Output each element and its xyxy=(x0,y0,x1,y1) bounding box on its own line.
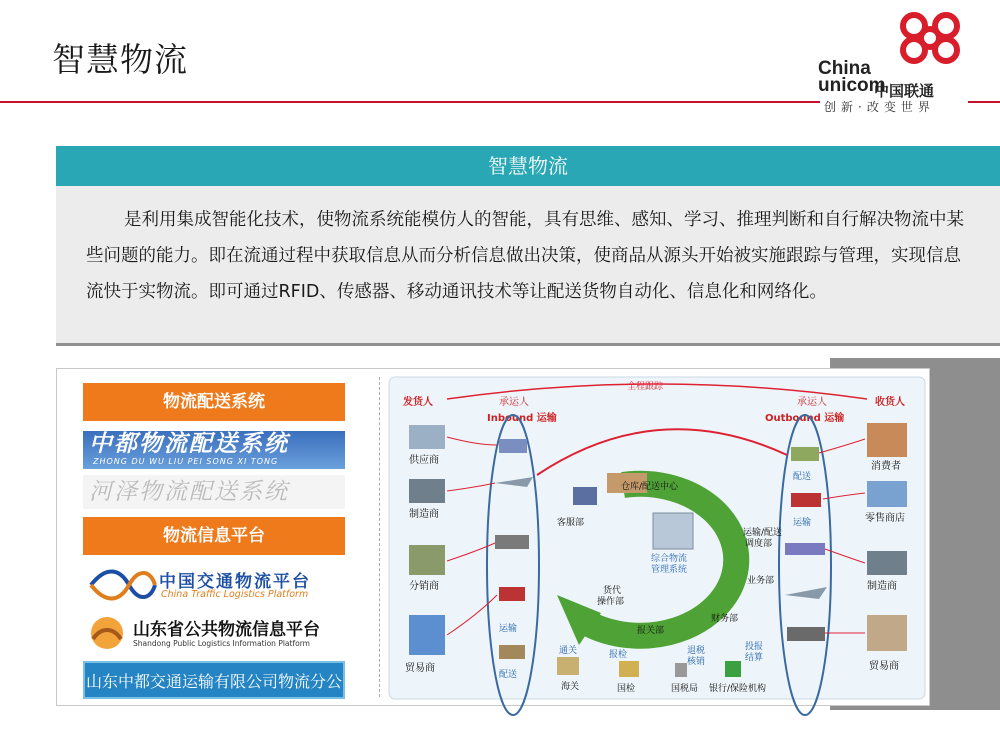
sdpl-cn-name: 山东省公共物流信息平台 xyxy=(133,620,320,640)
china-unicom-logo xyxy=(818,8,1000,118)
definition-text: 是利用集成智能化技术，使物流系统能模仿人的智能，具有思维、感知、学习、推理判断和自行解决物流中某些问题的能力。即在流通过程中获取信息从而分析信息做出决策，使商品从源头开始被实施跟踪与管理，实现信息流快于实物流。即可通过RFID、传感器、移动通讯技术等让配送货物自动化、信息化和网络化。 xyxy=(86,210,964,302)
label-inspection: 报检 xyxy=(609,650,628,660)
ctlp-en-name: China Traffic Logistics Platform xyxy=(161,589,309,600)
label-system-line2: 管理系统 xyxy=(651,565,688,575)
shandong-zhongdu-logo: 山东中都交通运输有限公司物流分公司 xyxy=(83,661,345,699)
label-cargo-agent-line1: 货代 xyxy=(603,586,622,596)
section-delivery-system: 物流配送系统 xyxy=(83,383,345,421)
label-supplier: 供应商 xyxy=(409,455,439,466)
zhongdu-pinyin: ZHONG DU WU LIU PEI SONG XI TONG xyxy=(93,457,279,466)
zhongdu-system-logo xyxy=(83,431,345,469)
label-warehouse: 仓库/配送中心 xyxy=(621,482,679,492)
ctlp-emblem-icon xyxy=(85,563,157,607)
label-carrier-out: 承运人 xyxy=(797,397,827,408)
section-info-platform: 物流信息平台 xyxy=(83,517,345,555)
label-customs: 海关 xyxy=(561,682,580,692)
logo-chinese: 中国联通 xyxy=(874,82,935,100)
label-trader-right: 贸易商 xyxy=(869,661,899,672)
label-invest-settle-line2: 结算 xyxy=(745,653,764,663)
label-system xyxy=(651,552,690,575)
definition-box xyxy=(56,186,1000,346)
panel-divider xyxy=(379,377,380,697)
label-tax-bureau: 国税局 xyxy=(671,684,699,694)
diagram-canvas xyxy=(387,375,927,701)
label-inbound: Inbound 运输 xyxy=(487,413,557,424)
heze-system-logo: 河泽物流配送系统 xyxy=(83,475,345,509)
label-retailer: 零售商店 xyxy=(865,513,905,524)
label-tax-refund-line1: 退税 xyxy=(687,646,706,656)
label-system-line1: 综合物流 xyxy=(651,554,688,564)
label-declaration-dept: 报关部 xyxy=(637,626,665,636)
label-invest-settle xyxy=(745,640,766,663)
label-invest-settle-line1: 投报 xyxy=(745,642,764,652)
title-divider xyxy=(0,101,820,103)
label-customer-service: 客服部 xyxy=(557,518,585,528)
logo-slogan: 创新·改变世界 xyxy=(824,100,935,114)
label-sales: 业务部 xyxy=(747,576,775,586)
label-bank-insurance: 银行/保险机构 xyxy=(709,684,767,694)
label-trader-left: 贸易商 xyxy=(405,663,435,674)
china-traffic-platform-logo xyxy=(83,563,345,607)
ctlp-cn-name: 中国交通物流平台 xyxy=(159,572,311,592)
label-manufacturer-right: 制造商 xyxy=(867,581,897,592)
label-transport-right: 运输 xyxy=(793,518,812,528)
sdpl-emblem-icon xyxy=(87,613,127,653)
label-delivery-left: 配送 xyxy=(499,670,518,680)
label-shipper: 发货人 xyxy=(403,397,433,408)
content-panel xyxy=(56,368,930,729)
label-consumer: 消费者 xyxy=(871,461,901,472)
zhongdu-name: 中都物流配送系统 xyxy=(89,431,289,457)
label-tracking: 全程跟踪 xyxy=(627,382,664,392)
label-tax-refund-line2: 核销 xyxy=(687,657,706,667)
label-manufacturer: 制造商 xyxy=(409,509,439,520)
sdpl-en-name: Shandong Public Logistics Information Platform xyxy=(133,639,310,648)
label-carrier-in: 承运人 xyxy=(499,397,529,408)
label-dispatch-line2: 调度部 xyxy=(745,539,773,549)
label-receiver: 收货人 xyxy=(875,397,905,408)
label-distributor: 分销商 xyxy=(409,581,439,592)
label-cargo-agent-line2: 操作部 xyxy=(597,597,625,607)
definition-heading: 智慧物流 xyxy=(56,146,1000,186)
label-finance: 财务部 xyxy=(711,614,739,624)
label-outbound: Outbound 运输 xyxy=(765,413,845,424)
page-title: 智慧物流 xyxy=(52,40,188,79)
unicom-knot-icon xyxy=(888,8,972,68)
shandong-platform-logo xyxy=(83,611,345,655)
label-transport-left: 运输 xyxy=(499,624,518,634)
logistics-flow-diagram xyxy=(387,375,927,701)
label-delivery-right: 配送 xyxy=(793,472,812,482)
logo-en-line2: unicom xyxy=(818,75,886,96)
label-ciq: 国检 xyxy=(617,684,636,694)
label-customs-clear: 通关 xyxy=(559,646,578,656)
label-dispatch-line1: 运输/配送 xyxy=(743,528,783,538)
logo-en-line1: China xyxy=(818,58,871,79)
